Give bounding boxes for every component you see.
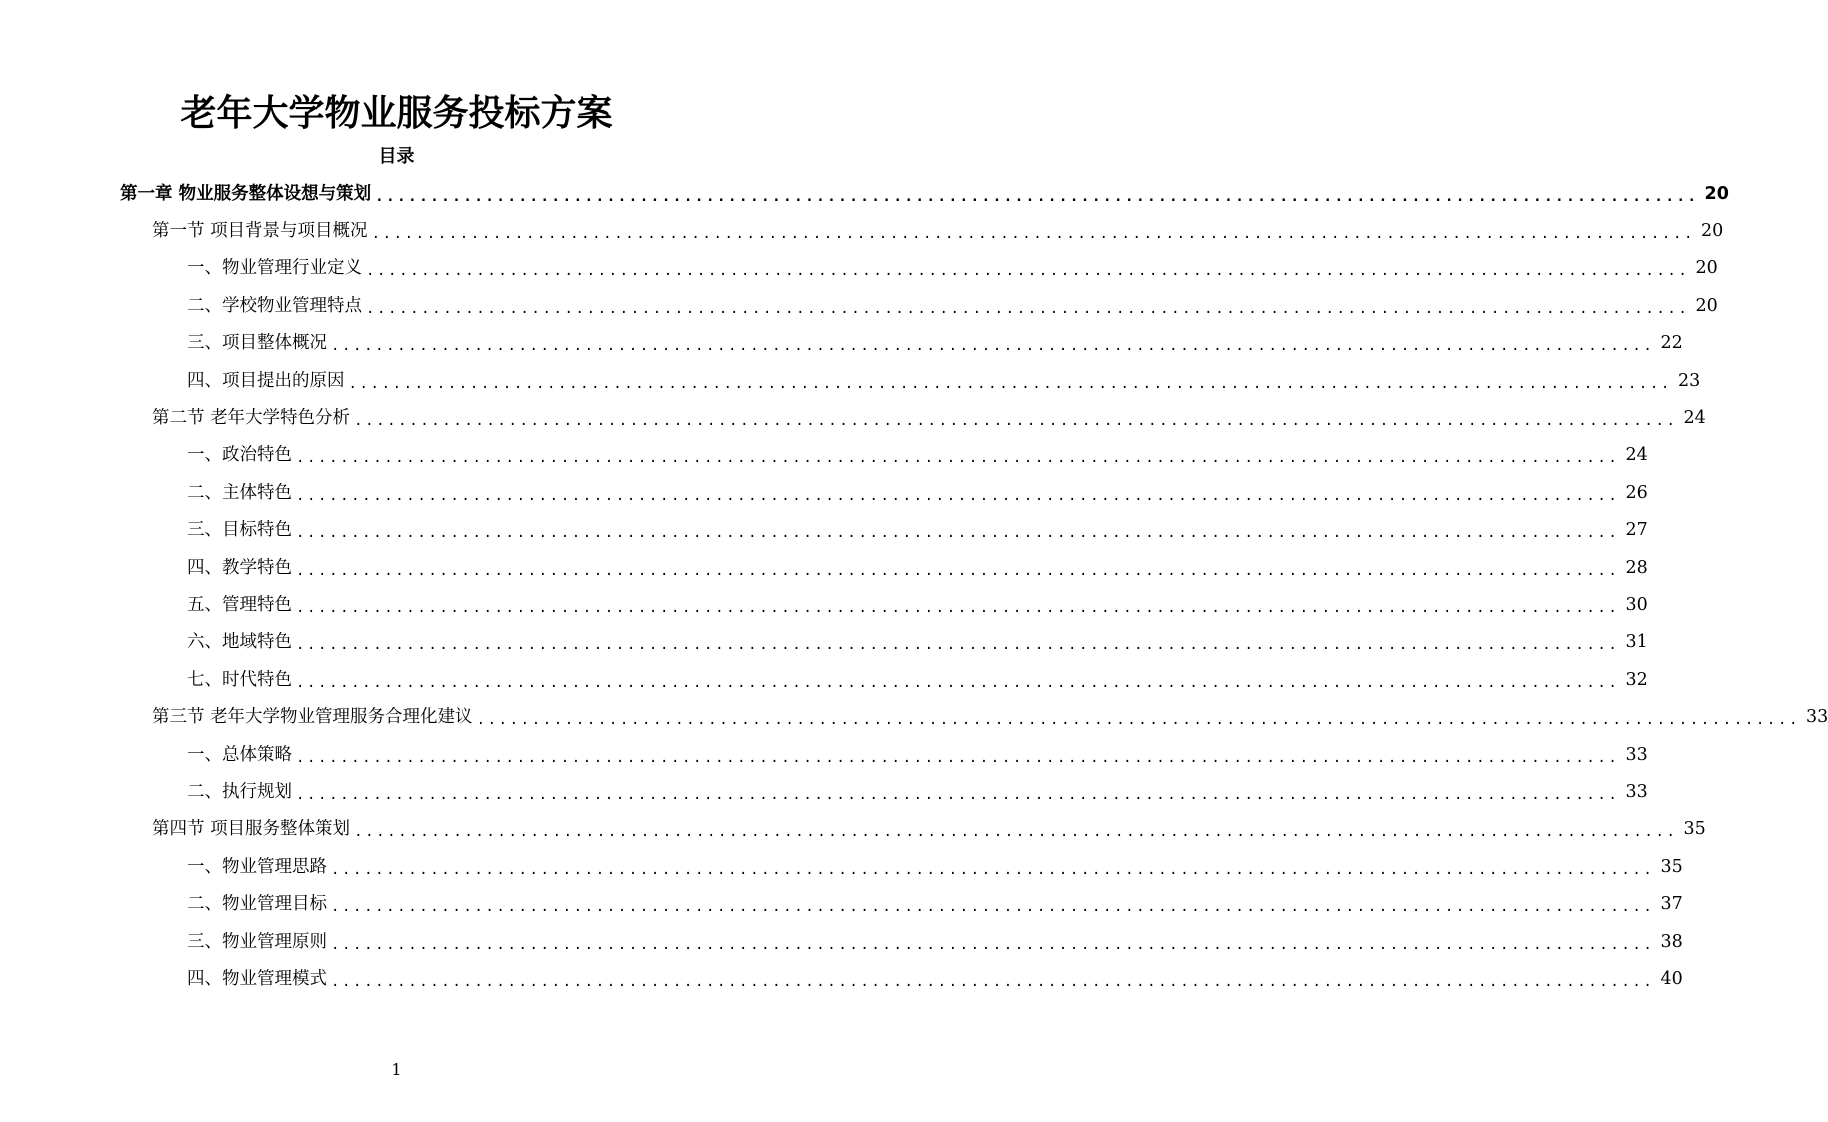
toc-entry[interactable]	[0, 287, 1718, 324]
toc-entry-text: 第二节 老年大学特色分析	[152, 408, 351, 429]
toc-dot-leader: ........................................................................................................................	[371, 226, 1696, 243]
toc-entry-page: 20	[1704, 183, 1729, 204]
toc-entry-text: 四、教学特色	[187, 557, 292, 578]
toc-dot-leader: ........................................................................................................................	[296, 749, 1620, 766]
toc-entry[interactable]	[0, 773, 1648, 810]
toc-entry[interactable]	[0, 549, 1648, 586]
toc-dot-leader: ........................................................................................................................	[331, 899, 1655, 916]
page-number: 1	[391, 1060, 402, 1079]
table-of-contents	[0, 175, 1828, 998]
toc-heading: 目录	[378, 146, 415, 167]
toc-entry-text: 二、物业管理目标	[187, 894, 327, 915]
toc-entry-page: 35	[1683, 819, 1706, 840]
toc-entry[interactable]	[0, 212, 1724, 249]
toc-entry-page: 38	[1660, 931, 1683, 952]
toc-entry[interactable]	[0, 512, 1648, 549]
toc-entry-text: 三、项目整体概况	[187, 333, 327, 354]
toc-entry-text: 六、地域特色	[187, 632, 292, 653]
toc-entry[interactable]	[0, 250, 1718, 287]
toc-entry-text: 第一章 物业服务整体设想与策划	[120, 183, 372, 204]
toc-entry[interactable]	[0, 399, 1706, 436]
toc-dot-leader: ........................................................................................................................	[296, 674, 1620, 691]
toc-entry[interactable]	[0, 175, 1729, 212]
toc-dot-leader: ........................................................................................................................	[366, 263, 1690, 280]
toc-entry-page: 32	[1625, 669, 1648, 690]
toc-entry-page: 26	[1625, 482, 1648, 503]
toc-entry-text: 三、物业管理原则	[187, 931, 327, 952]
toc-entry[interactable]	[0, 923, 1683, 960]
toc-entry-text: 五、管理特色	[187, 594, 292, 615]
toc-entry-text: 一、政治特色	[187, 445, 292, 466]
toc-dot-leader: ........................................................................................................................	[354, 824, 1678, 841]
toc-entry-text: 二、执行规划	[187, 781, 292, 802]
toc-entry-text: 第三节 老年大学物业管理服务合理化建议	[152, 707, 473, 728]
toc-dot-leader: ........................................................................................................................	[296, 487, 1620, 504]
toc-entry[interactable]	[0, 661, 1648, 698]
toc-entry-text: 第一节 项目背景与项目概况	[152, 221, 368, 242]
toc-entry-page: 28	[1625, 557, 1648, 578]
toc-dot-leader: ........................................................................................................................	[331, 861, 1655, 878]
toc-entry-page: 37	[1660, 894, 1683, 915]
toc-entry[interactable]	[0, 586, 1648, 623]
toc-entry-page: 24	[1683, 408, 1706, 429]
toc-entry[interactable]	[0, 437, 1648, 474]
toc-dot-leader: ........................................................................................................................	[366, 300, 1690, 317]
toc-dot-leader: ........................................................................................................................	[296, 637, 1620, 654]
toc-entry-text: 四、物业管理模式	[187, 968, 327, 989]
toc-entry-page: 24	[1625, 445, 1648, 466]
toc-entry-page: 20	[1701, 221, 1724, 242]
toc-entry-text: 二、主体特色	[187, 482, 292, 503]
toc-entry-text: 七、时代特色	[187, 669, 292, 690]
toc-dot-leader: ........................................................................................................................	[375, 188, 1699, 205]
toc-entry-text: 四、项目提出的原因	[187, 370, 345, 391]
toc-entry-page: 33	[1806, 707, 1828, 728]
toc-entry-page: 20	[1695, 295, 1718, 316]
toc-entry-page: 31	[1625, 632, 1648, 653]
toc-entry[interactable]	[0, 811, 1706, 848]
toc-entry-page: 33	[1625, 744, 1648, 765]
toc-entry[interactable]	[0, 624, 1648, 661]
toc-entry-page: 35	[1660, 856, 1683, 877]
toc-entry[interactable]	[0, 325, 1683, 362]
toc-dot-leader: ........................................................................................................................	[296, 599, 1620, 616]
toc-entry-page: 22	[1660, 333, 1683, 354]
toc-dot-leader: ........................................................................................................................	[296, 562, 1620, 579]
toc-dot-leader: ........................................................................................................................	[331, 973, 1655, 990]
toc-entry-page: 33	[1625, 781, 1648, 802]
toc-dot-leader: ........................................................................................................................	[331, 936, 1655, 953]
toc-dot-leader: ........................................................................................................................	[331, 338, 1655, 355]
toc-dot-leader: ........................................................................................................................	[296, 525, 1620, 542]
toc-entry-text: 一、物业管理行业定义	[187, 258, 362, 279]
toc-entry[interactable]	[0, 362, 1701, 399]
toc-entry-text: 第四节 项目服务整体策划	[152, 819, 351, 840]
toc-dot-leader: ........................................................................................................................	[296, 450, 1620, 467]
toc-dot-leader: ........................................................................................................................	[348, 375, 1672, 392]
toc-entry-text: 二、学校物业管理特点	[187, 295, 362, 316]
toc-entry-page: 23	[1677, 370, 1701, 391]
toc-entry[interactable]	[0, 848, 1683, 885]
toc-entry[interactable]	[0, 960, 1683, 997]
toc-entry[interactable]	[0, 698, 1828, 735]
toc-entry-text: 一、总体策略	[187, 744, 292, 765]
toc-entry[interactable]	[0, 885, 1683, 922]
toc-entry-page: 30	[1625, 594, 1648, 615]
toc-entry[interactable]	[0, 736, 1648, 773]
toc-entry-page: 27	[1625, 520, 1648, 541]
toc-dot-leader: ........................................................................................................................	[354, 413, 1678, 430]
toc-entry-text: 一、物业管理思路	[187, 856, 327, 877]
toc-entry-text: 三、目标特色	[187, 520, 292, 541]
toc-dot-leader: ........................................................................................................................	[476, 712, 1801, 729]
document-title: 老年大学物业服务投标方案	[180, 93, 613, 134]
toc-entry-page: 20	[1695, 258, 1718, 279]
toc-dot-leader: ........................................................................................................................	[296, 786, 1620, 803]
toc-entry[interactable]	[0, 474, 1648, 511]
toc-entry-page: 40	[1660, 968, 1683, 989]
